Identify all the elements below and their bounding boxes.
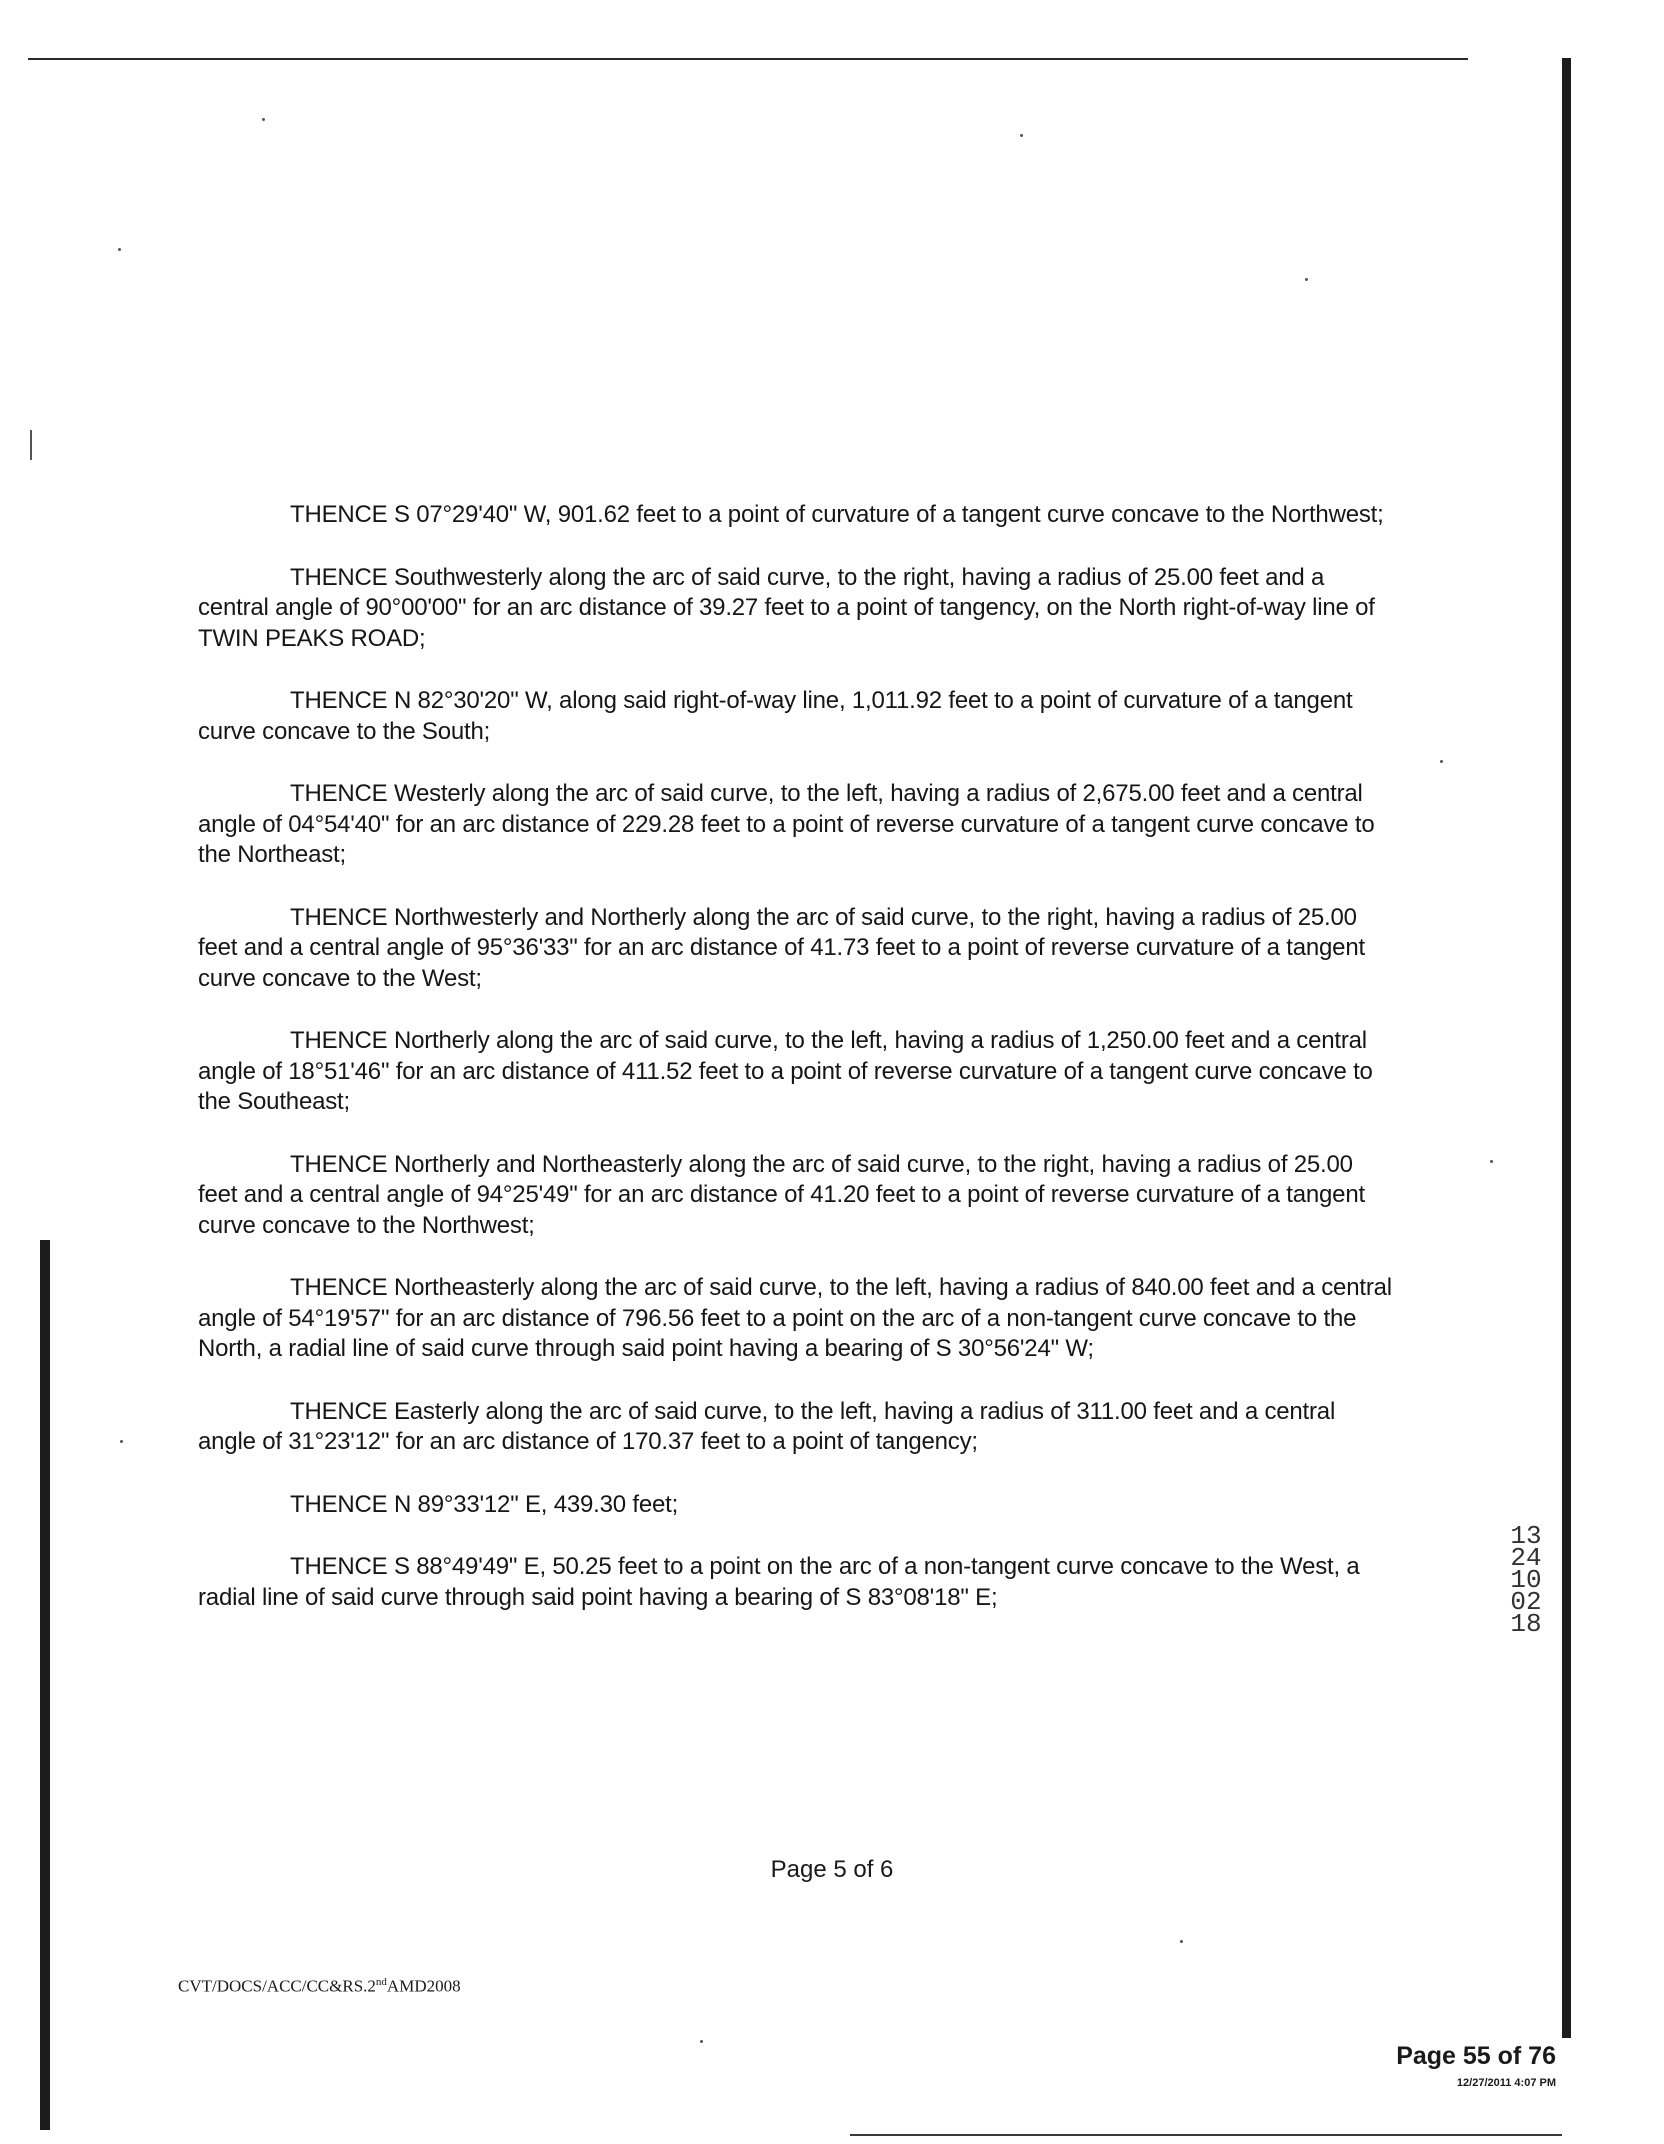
scan-speck — [1180, 1940, 1183, 1943]
legal-description — [198, 500, 1398, 1645]
paragraph: THENCE Northerly and Northeasterly along the arc of said curve, to the right, having a radius of 25.00 feet and a central angle of 94°25'49" for an arc distance of 41.20 feet to a point of reverse curvature of a tangent curve concave to the Northwest; — [198, 1150, 1365, 1239]
scan-speck — [30, 430, 32, 460]
bottom-rule — [850, 2134, 1562, 2136]
document-reference — [178, 1976, 461, 1997]
paragraph: THENCE Northeasterly along the arc of said curve, to the left, having a radius of 840.00 feet and a central angle of 54°19'57" for an arc distance of 796.56 feet to a point on the arc of a non-tangent curve concave to the North, a radial line of said curve through said point having a bearing of S 30°56'24" W; — [198, 1274, 1392, 1362]
scan-speck — [118, 248, 121, 251]
paragraph: THENCE N 82°30'20" W, along said right-of-way line, 1,011.92 feet to a point of curvature of a tangent curve concave to the South; — [198, 687, 1353, 745]
scan-speck — [120, 1440, 123, 1443]
paragraph: THENCE Northwesterly and Northerly along the arc of said curve, to the right, having a radius of 25.00 feet and a central angle of 95°36'33" for an arc distance of 41.73 feet to a point of reverse curvature of a tangent curve concave to the West; — [198, 903, 1365, 992]
scan-speck — [1020, 134, 1023, 137]
top-rule — [28, 58, 1468, 60]
paragraph: THENCE S 07°29'40" W, 901.62 feet to a point of curvature of a tangent curve concave to the Northwest; — [290, 501, 1384, 528]
paragraph: THENCE Southwesterly along the arc of said curve, to the right, having a radius of 25.00 feet and a central angle of 90°00'00" for an arc distance of 39.27 feet to a point of tangency, on the North right-of-way line of TWIN PEAKS ROAD; — [198, 563, 1375, 652]
paragraph: THENCE Easterly along the arc of said curve, to the left, having a radius of 311.00 feet and a central angle of 31°23'12" for an arc distance of 170.37 feet to a point of tangency; — [198, 1397, 1336, 1455]
scan-speck — [262, 118, 265, 121]
recorded-page-count: Page 55 of 76 — [1396, 2042, 1556, 2070]
paragraph: THENCE Westerly along the arc of said curve, to the left, having a radius of 2,675.00 feet and a central angle of 04°54'40" for an arc distance of 229.28 feet to a point of reverse curvature of a tangent curve concave to the Northeast; — [198, 780, 1375, 868]
paragraph: THENCE N 89°33'12" E, 439.30 feet; — [290, 1490, 679, 1518]
page-number: Page 5 of 6 — [770, 1856, 894, 1883]
paragraph: THENCE S 88°49'49" E, 50.25 feet to a point on the arc of a non-tangent curve concave to the West, a radial line of said curve through said point having a bearing of S 83°08'18" E; — [198, 1553, 1360, 1611]
scan-speck — [1490, 1160, 1493, 1163]
doc-ref-suffix: AMD2008 — [386, 1976, 461, 1996]
right-margin-bar — [1562, 58, 1571, 2038]
doc-ref-superscript: nd — [375, 1976, 387, 1988]
paragraph: THENCE Northerly along the arc of said curve, to the left, having a radius of 1,250.00 feet and a central angle of 18°51'46" for an arc distance of 411.52 feet to a point of reverse curvature of a tangent curve concave to the Southeast; — [198, 1027, 1373, 1115]
recording-number: 1324100218 — [1510, 1521, 1542, 1639]
doc-ref-prefix: CVT/DOCS/ACC/CC&RS.2 — [178, 1976, 376, 1996]
scan-speck — [1440, 760, 1443, 763]
scan-speck — [700, 2040, 703, 2043]
left-margin-bar — [40, 1240, 50, 2130]
scan-speck — [1305, 278, 1308, 281]
recorded-timestamp: 12/27/2011 4:07 PM — [1456, 2077, 1556, 2089]
